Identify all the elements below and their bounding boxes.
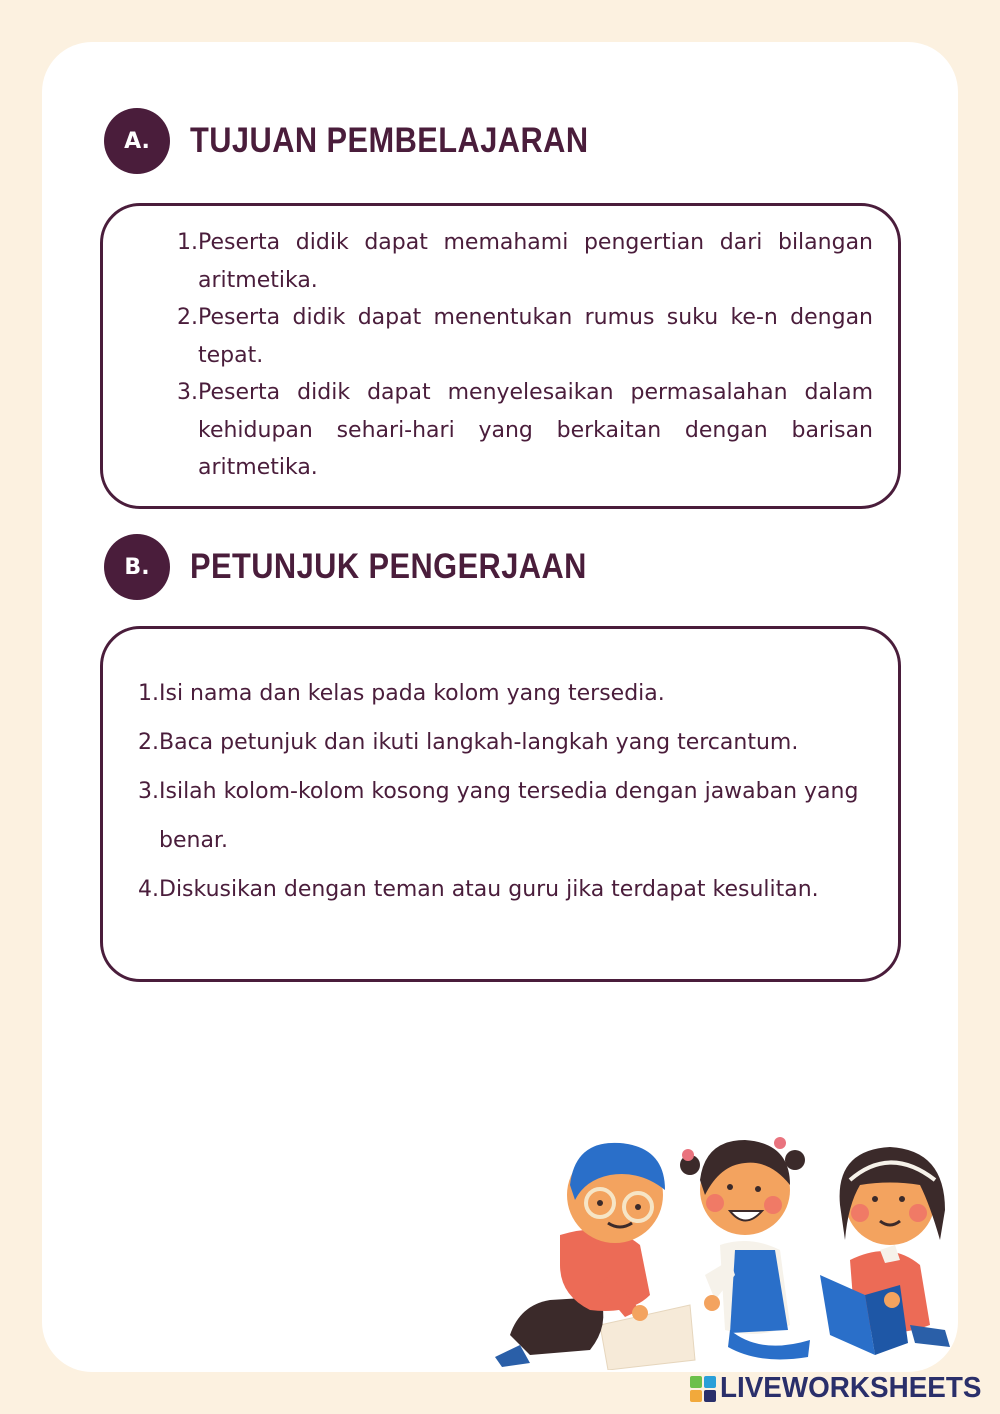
section-a-header [104,108,643,174]
list-item [111,718,886,767]
section-b-badge: B. [104,534,170,600]
item-number: 1. [177,230,198,255]
instructions-list [111,669,886,914]
instructions-box [100,626,901,982]
item-text: Peserta didik dapat memahami pengertian dari bilangan aritmetika. [198,230,873,293]
item-text: Diskusikan dengan teman atau guru jika terdapat kesulitan. [159,877,819,902]
middle-girl-figure [680,1137,810,1359]
list-item [138,224,873,299]
section-a-badge: A. [104,108,170,174]
list-item [138,374,873,487]
children-illustration [490,1125,960,1370]
item-text: Isilah kolom-kolom kosong yang tersedia dengan jawaban yang benar. [159,779,859,853]
section-b-header [104,534,641,600]
learning-objectives-box [100,203,901,509]
item-number: 4. [138,877,159,902]
section-a-title: TUJUAN PEMBELAJARAN [190,121,589,160]
item-text: Peserta didik dapat menyelesaikan permasalahan dalam kehidupan sehari-hari yang berkaitan dengan barisan aritmetika. [198,380,873,480]
item-number: 2. [177,305,198,330]
liveworksheets-logo [690,1372,992,1405]
item-number: 3. [177,380,198,405]
liveworksheets-icon [690,1376,716,1402]
item-text: Baca petunjuk dan ikuti langkah-langkah yang tercantum. [159,730,799,755]
list-item [138,299,873,374]
item-text: Isi nama dan kelas pada kolom yang tersedia. [159,681,665,706]
item-number: 2. [138,730,159,755]
item-text: Peserta didik dapat menentukan rumus suku ke-n dengan tepat. [198,305,873,368]
item-number: 3. [138,779,159,804]
item-number: 1. [138,681,159,706]
liveworksheets-wordmark: LIVEWORKSHEETS [720,1372,982,1404]
section-b-title: PETUNJUK PENGERJAAN [190,547,587,586]
list-item [111,865,886,914]
list-item [111,767,886,865]
list-item [111,669,886,718]
right-girl-figure [820,1147,950,1355]
learning-objectives-list [138,224,873,487]
